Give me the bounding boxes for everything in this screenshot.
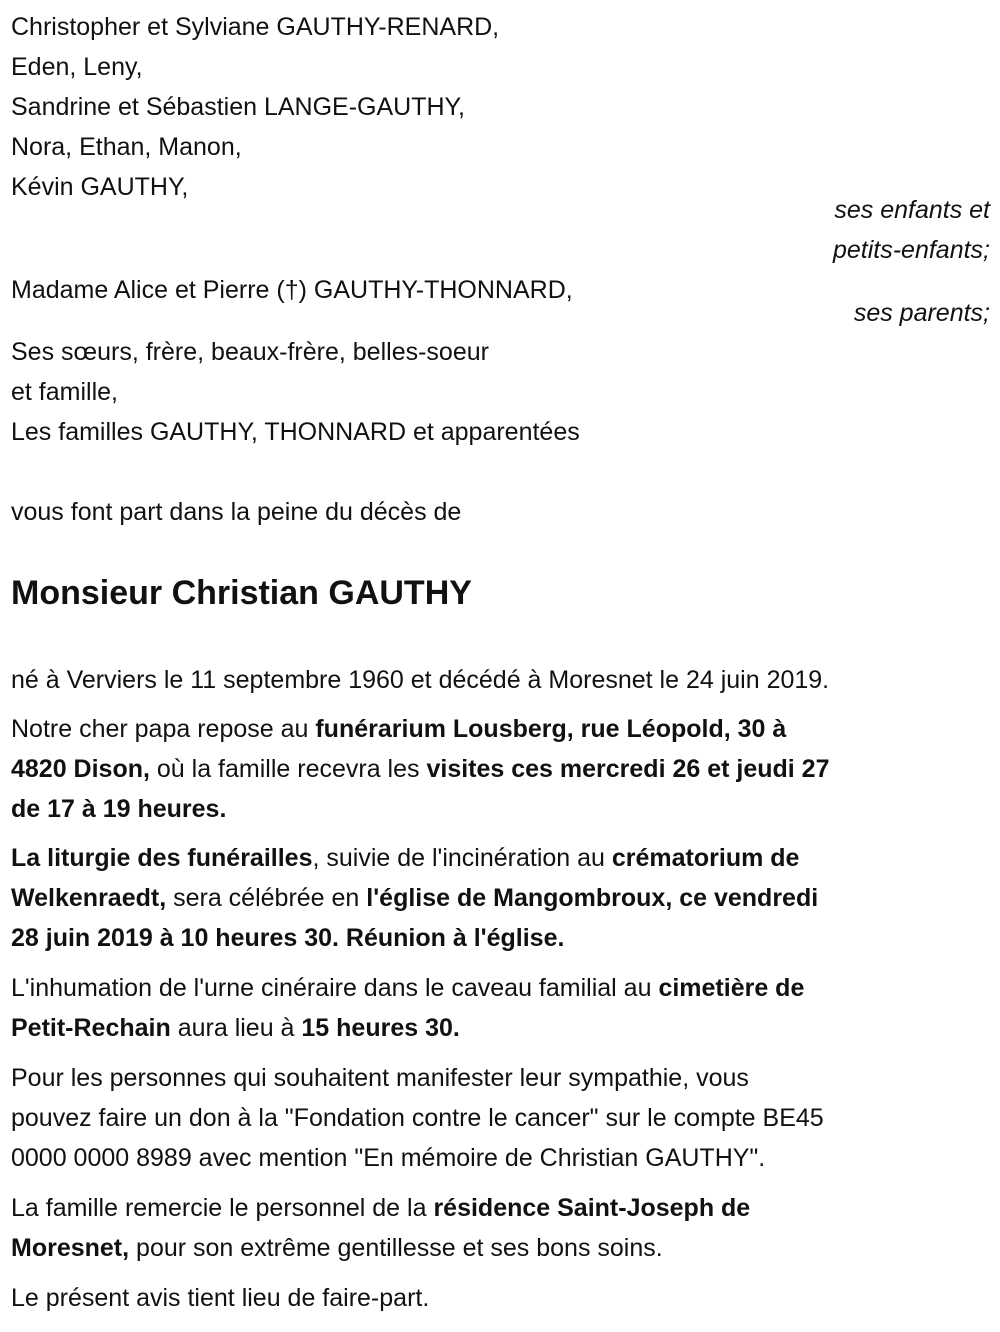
text-line (11, 230, 990, 270)
text-line (11, 660, 990, 700)
text: Monsieur Christian GAUTHY (11, 574, 472, 612)
bold-text: cimetière de (658, 974, 805, 1002)
text: Eden, Leny, (11, 53, 143, 81)
text-line (11, 968, 990, 1008)
text-line (11, 127, 990, 167)
text-line (11, 47, 990, 87)
text-line (11, 838, 990, 878)
bold-text: funérarium Lousberg, rue Léopold, 30 à (315, 715, 787, 743)
text: Notre cher papa repose au (11, 715, 316, 743)
text-line (11, 332, 990, 372)
text-line (11, 1098, 990, 1138)
siblings-family (11, 332, 990, 452)
parents-role (11, 293, 990, 333)
text: aura lieu à (170, 1014, 302, 1042)
text-line (11, 87, 990, 127)
bold-text: 4820 Dison, (11, 755, 150, 783)
text: sera célébrée en (166, 884, 367, 912)
text-line (11, 293, 990, 333)
text: Kévin GAUTHY, (11, 173, 189, 201)
thanks-paragraph (11, 1188, 990, 1268)
bold-text: La liturgie des funérailles (11, 844, 313, 872)
text-line (11, 789, 990, 829)
bold-text: Moresnet, (11, 1234, 130, 1262)
birth-death (11, 660, 990, 700)
text: pour son extrême gentillesse et ses bons soins. (129, 1234, 663, 1262)
text: pouvez faire un don à la "Fondation contre le cancer" sur le compte BE45 (11, 1104, 824, 1132)
text: 0000 0000 8989 avec mention "En mémoire de Christian GAUTHY". (11, 1144, 766, 1172)
text-line (11, 190, 990, 230)
children-role (11, 190, 990, 270)
text: petits-enfants; (832, 236, 990, 264)
text-line (11, 571, 990, 615)
text: Madame Alice et Pierre (†) GAUTHY-THONNARD, (11, 276, 573, 304)
bold-text: 15 heures 30. (301, 1014, 460, 1042)
burial-paragraph (11, 968, 990, 1048)
text: né à Verviers le 11 septembre 1960 et décédé à Moresnet le 24 juin 2019. (11, 666, 830, 694)
text-line (11, 749, 990, 789)
text-line (11, 1058, 990, 1098)
text-line (11, 1188, 990, 1228)
text-line (11, 709, 990, 749)
text: L'inhumation de l'urne cinéraire dans le caveau familial au (11, 974, 659, 1002)
donation-paragraph (11, 1058, 990, 1178)
text: Ses sœurs, frère, beaux-frère, belles-soeur (11, 338, 489, 366)
bold-text: visites ces mercredi 26 et jeudi 27 (426, 755, 830, 783)
announcement-intro (11, 492, 990, 532)
closing-note (11, 1278, 990, 1318)
text-line (11, 7, 990, 47)
visitation-paragraph (11, 709, 990, 829)
text: et famille, (11, 378, 118, 406)
text-line (11, 412, 990, 452)
bold-text: Petit-Rechain (11, 1014, 171, 1042)
text-line (11, 1138, 990, 1178)
text: Pour les personnes qui souhaitent manifester leur sympathie, vous (11, 1064, 749, 1092)
text-line (11, 1228, 990, 1268)
bold-text: 28 juin 2019 à 10 heures 30. Réunion à l'église. (11, 924, 565, 952)
text: où la famille recevra les (149, 755, 427, 783)
children-names (11, 7, 990, 207)
text: vous font part dans la peine du décès de (11, 498, 462, 526)
funeral-paragraph (11, 838, 990, 958)
text-line (11, 878, 990, 918)
text-line (11, 1278, 990, 1318)
text-line (11, 492, 990, 532)
text: Nora, Ethan, Manon, (11, 133, 242, 161)
bold-text: de 17 à 19 heures. (11, 795, 227, 823)
text-line (11, 918, 990, 958)
text: , suivie de l'incinération au (312, 844, 612, 872)
text-line (11, 1008, 990, 1048)
text-line (11, 372, 990, 412)
text: Christopher et Sylviane GAUTHY-RENARD, (11, 13, 500, 41)
bold-text: crématorium de (611, 844, 800, 872)
bold-text: résidence Saint-Joseph de (433, 1194, 751, 1222)
bold-text: l'église de Mangombroux, ce vendredi (366, 884, 819, 912)
text: Sandrine et Sébastien LANGE-GAUTHY, (11, 93, 465, 121)
text: ses parents; (853, 299, 990, 327)
deceased-name (11, 571, 990, 615)
text: ses enfants et (834, 196, 990, 224)
text: Les familles GAUTHY, THONNARD et apparentées (11, 418, 580, 446)
text: La famille remercie le personnel de la (11, 1194, 434, 1222)
text: Le présent avis tient lieu de faire-part. (11, 1284, 430, 1312)
bold-text: Welkenraedt, (11, 884, 167, 912)
